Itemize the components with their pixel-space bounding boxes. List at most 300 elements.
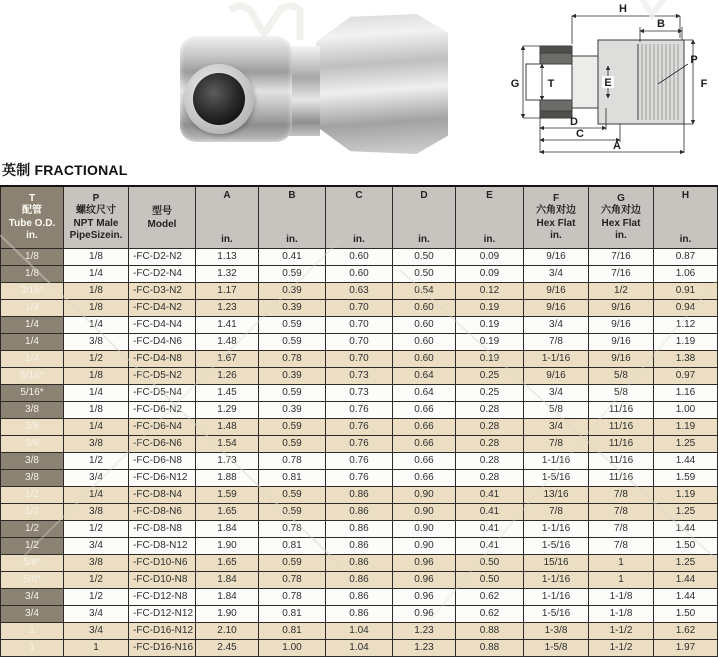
dimension-cell: 1.25	[654, 555, 718, 572]
product-photo	[168, 2, 460, 154]
dimension-cell: 1.97	[654, 640, 718, 657]
dimension-cell: 1/8	[64, 402, 129, 419]
dimension-cell: 0.81	[259, 538, 326, 555]
dimension-cell: 3/4	[524, 266, 589, 283]
model-cell: -FC-D8-N6	[129, 504, 196, 521]
model-cell: -FC-D12-N12	[129, 606, 196, 623]
dimension-cell: 0.09	[456, 249, 524, 266]
dimension-cell: 1-1/2	[589, 623, 654, 640]
dimension-cell: 0.50	[393, 249, 456, 266]
dimension-cell: 1.54	[196, 436, 259, 453]
dimension-cell: 3/8	[64, 504, 129, 521]
dimension-cell: 1.23	[393, 640, 456, 657]
model-cell: -FC-D2-N2	[129, 249, 196, 266]
fitting-neck	[288, 46, 320, 136]
dimension-cell: 0.70	[326, 334, 393, 351]
dimension-cell: 1.16	[654, 385, 718, 402]
dimension-cell: 9/16	[524, 368, 589, 385]
dimension-cell: 1.59	[196, 487, 259, 504]
dimension-cell: 3/4	[64, 470, 129, 487]
dimension-cell: 0.60	[393, 351, 456, 368]
tube-od-cell: 3/4	[1, 606, 64, 623]
table-row	[1, 487, 718, 504]
dimension-cell: 1/4	[64, 317, 129, 334]
dimension-cell: 0.97	[654, 368, 718, 385]
model-cell: -FC-D4-N4	[129, 317, 196, 334]
dimension-cell: 1.73	[196, 453, 259, 470]
dimension-cell: 0.28	[456, 453, 524, 470]
spec-table-wrap	[0, 185, 717, 657]
header-row	[1, 186, 718, 249]
table-row	[1, 283, 718, 300]
dimension-cell: 1.13	[196, 249, 259, 266]
dimension-cell: 0.60	[326, 249, 393, 266]
dimension-cell: 0.86	[326, 572, 393, 589]
dimension-cell: 0.81	[259, 623, 326, 640]
table-row	[1, 300, 718, 317]
dimension-cell: 9/16	[589, 317, 654, 334]
dimension-cell: 1.19	[654, 334, 718, 351]
dimension-cell: 0.86	[326, 487, 393, 504]
table-row	[1, 351, 718, 368]
dimension-cell: 0.78	[259, 351, 326, 368]
dimension-cell: 0.62	[456, 606, 524, 623]
dimension-cell: 1.65	[196, 504, 259, 521]
tube-od-cell: 1	[1, 640, 64, 657]
table-row	[1, 317, 718, 334]
dimension-cell: 0.66	[393, 436, 456, 453]
dimension-cell: 0.28	[456, 402, 524, 419]
dimension-cell: 0.78	[259, 589, 326, 606]
table-body	[1, 249, 718, 657]
column-header-E: E in.	[456, 186, 524, 249]
dimension-cell: 3/8	[64, 555, 129, 572]
tube-od-cell: 1/2	[1, 538, 64, 555]
model-cell: -FC-D6-N4	[129, 419, 196, 436]
dimension-cell: 1	[589, 572, 654, 589]
dimension-cell: 1.44	[654, 453, 718, 470]
tube-od-cell: 3/16*	[1, 283, 64, 300]
dimension-cell: 0.19	[456, 300, 524, 317]
dimension-cell: 0.59	[259, 555, 326, 572]
dimension-cell: 9/16	[589, 334, 654, 351]
table-row	[1, 640, 718, 657]
dimension-cell: 1.90	[196, 538, 259, 555]
dimension-cell: 5/8	[589, 368, 654, 385]
dimension-cell: 0.19	[456, 334, 524, 351]
dimension-cell: 1.00	[259, 640, 326, 657]
dimension-cell: 0.41	[259, 249, 326, 266]
dimension-cell: 0.41	[456, 538, 524, 555]
tube-od-cell: 1	[1, 623, 64, 640]
dimension-cell: 0.60	[393, 300, 456, 317]
dimension-cell: 1.48	[196, 334, 259, 351]
model-cell: -FC-D3-N2	[129, 283, 196, 300]
dimension-cell: 0.28	[456, 436, 524, 453]
dimension-cell: 3/4	[524, 385, 589, 402]
dimension-cell: 0.28	[456, 419, 524, 436]
dimension-cell: 0.86	[326, 555, 393, 572]
dimension-cell: 1.04	[326, 623, 393, 640]
dimension-cell: 1/8	[64, 300, 129, 317]
fitting-nut	[180, 36, 292, 142]
dimension-cell: 1.48	[196, 419, 259, 436]
dimension-cell: 1.50	[654, 606, 718, 623]
model-cell: -FC-D16-N12	[129, 623, 196, 640]
dimension-cell: 1.59	[654, 470, 718, 487]
tube-od-cell: 1/8	[1, 249, 64, 266]
table-row	[1, 623, 718, 640]
dimension-cell: 7/8	[524, 436, 589, 453]
dimension-cell: 1	[589, 555, 654, 572]
tube-od-cell: 1/4	[1, 317, 64, 334]
dimension-cell: 1/8	[64, 368, 129, 385]
dimension-cell: 0.50	[393, 266, 456, 283]
column-header-B: B in.	[259, 186, 326, 249]
dim-label-P: P	[690, 54, 698, 66]
dimension-cell: 0.41	[456, 504, 524, 521]
dimension-cell: 0.76	[326, 436, 393, 453]
column-header-C: C in.	[326, 186, 393, 249]
dimension-cell: 1.23	[196, 300, 259, 317]
tube-od-cell: 1/4	[1, 334, 64, 351]
dimension-cell: 1/2	[589, 283, 654, 300]
dimension-cell: 1.17	[196, 283, 259, 300]
model-cell: -FC-D6-N8	[129, 453, 196, 470]
dimension-cell: 1-5/8	[524, 640, 589, 657]
model-cell: -FC-D4-N8	[129, 351, 196, 368]
model-cell: -FC-D8-N8	[129, 521, 196, 538]
dimension-cell: 3/4	[64, 623, 129, 640]
dim-label-E: E	[604, 77, 612, 89]
dimension-cell: 0.66	[393, 419, 456, 436]
dimension-cell: 1-1/16	[524, 351, 589, 368]
dimension-cell: 1.06	[654, 266, 718, 283]
column-header-D: D in.	[393, 186, 456, 249]
dimension-cell: 0.64	[393, 368, 456, 385]
model-cell: -FC-D8-N4	[129, 487, 196, 504]
section-title: 英制 FRACTIONAL	[2, 162, 128, 178]
model-cell: -FC-D6-N6	[129, 436, 196, 453]
dimension-cell: 1/4	[64, 266, 129, 283]
spec-table	[0, 185, 718, 657]
dimension-cell: 0.50	[456, 572, 524, 589]
dimension-cell: 1.88	[196, 470, 259, 487]
dimension-cell: 0.39	[259, 368, 326, 385]
fitting-hex-body	[316, 14, 448, 154]
dimension-cell: 0.66	[393, 402, 456, 419]
dimension-cell: 0.86	[326, 521, 393, 538]
dimension-cell: 11/16	[589, 419, 654, 436]
model-cell: -FC-D5-N2	[129, 368, 196, 385]
model-cell: -FC-D4-N6	[129, 334, 196, 351]
dimension-cell: 0.63	[326, 283, 393, 300]
dimension-cell: 1-5/16	[524, 606, 589, 623]
dimension-cell: 0.96	[393, 589, 456, 606]
dimension-cell: 0.91	[654, 283, 718, 300]
dimension-cell: 3/8	[64, 436, 129, 453]
dimension-cell: 1.25	[654, 436, 718, 453]
dim-label-H: H	[619, 3, 627, 15]
dimension-cell: 1/8	[64, 249, 129, 266]
dimension-cell: 0.54	[393, 283, 456, 300]
dimension-cell: 0.59	[259, 385, 326, 402]
column-header-F-hex-flat: F 六角对边 Hex Flat in.	[524, 186, 589, 249]
dimension-cell: 0.39	[259, 402, 326, 419]
dimension-cell: 15/16	[524, 555, 589, 572]
dimension-cell: 1.90	[196, 606, 259, 623]
dimension-cell: 0.76	[326, 453, 393, 470]
table-row	[1, 334, 718, 351]
column-header-tube-od: T 配管 Tube O.D. in.	[1, 186, 64, 249]
table-row	[1, 470, 718, 487]
tube-od-cell: 1/4	[1, 300, 64, 317]
dimension-cell: 1.45	[196, 385, 259, 402]
table-row	[1, 572, 718, 589]
tube-od-cell: 1/4	[1, 351, 64, 368]
dimension-cell: 1-3/8	[524, 623, 589, 640]
tube-od-cell: 3/8	[1, 402, 64, 419]
dim-label-B: B	[657, 18, 665, 30]
dimension-cell: 11/16	[589, 470, 654, 487]
dimension-cell: 1.19	[654, 487, 718, 504]
dimension-cell: 0.59	[259, 487, 326, 504]
dimension-cell: 0.09	[456, 266, 524, 283]
dimension-cell: 0.96	[393, 572, 456, 589]
tube-od-cell: 1/2	[1, 487, 64, 504]
dimension-cell: 11/16	[589, 436, 654, 453]
dimension-cell: 1/2	[64, 589, 129, 606]
tube-od-cell: 5/8*	[1, 572, 64, 589]
dimension-cell: 11/16	[589, 453, 654, 470]
dimension-cell: 1/2	[64, 521, 129, 538]
table-row	[1, 453, 718, 470]
dimension-cell: 1.32	[196, 266, 259, 283]
dimension-cell: 0.76	[326, 419, 393, 436]
dimension-cell: 1-5/16	[524, 470, 589, 487]
dimension-cell: 0.59	[259, 334, 326, 351]
dimension-cell: 2.45	[196, 640, 259, 657]
dimension-cell: 1-1/2	[589, 640, 654, 657]
table-row	[1, 385, 718, 402]
dim-label-C: C	[576, 128, 584, 140]
dimension-cell: 1.41	[196, 317, 259, 334]
dimension-cell: 2.10	[196, 623, 259, 640]
dimension-cell: 0.90	[393, 487, 456, 504]
dimension-cell: 0.86	[326, 606, 393, 623]
dimension-cell: 0.87	[654, 249, 718, 266]
column-header-A: A in.	[196, 186, 259, 249]
table-row	[1, 419, 718, 436]
dimension-diagram	[490, 0, 717, 160]
tube-od-cell: 3/4	[1, 589, 64, 606]
dimension-cell: 0.19	[456, 351, 524, 368]
dimension-cell: 1.00	[654, 402, 718, 419]
dimension-cell: 0.81	[259, 606, 326, 623]
dimension-cell: 1.04	[326, 640, 393, 657]
dimension-cell: 0.59	[259, 504, 326, 521]
dimension-cell: 0.60	[393, 317, 456, 334]
dim-label-F: F	[700, 78, 708, 90]
dimension-cell: 1.65	[196, 555, 259, 572]
tube-od-cell: 5/16*	[1, 385, 64, 402]
table-row	[1, 538, 718, 555]
dimension-cell: 9/16	[524, 249, 589, 266]
dimension-cell: 0.88	[456, 640, 524, 657]
tube-od-cell: 1/2	[1, 521, 64, 538]
dimension-cell: 0.60	[393, 334, 456, 351]
model-cell: -FC-D2-N4	[129, 266, 196, 283]
dimension-cell: 1-1/16	[524, 572, 589, 589]
tube-od-cell: 1/2	[1, 504, 64, 521]
dim-label-D: D	[570, 116, 578, 128]
dimension-cell: 1-1/16	[524, 521, 589, 538]
dimension-cell: 0.96	[393, 606, 456, 623]
dimension-cell: 0.76	[326, 402, 393, 419]
dimension-cell: 1.62	[654, 623, 718, 640]
dimension-cell: 3/4	[64, 538, 129, 555]
dimension-cell: 1/8	[64, 283, 129, 300]
dimension-cell: 1.44	[654, 521, 718, 538]
model-cell: -FC-D16-N16	[129, 640, 196, 657]
dimension-cell: 1/4	[64, 419, 129, 436]
dim-label-G: G	[510, 78, 520, 90]
model-cell: -FC-D10-N6	[129, 555, 196, 572]
dimension-cell: 0.70	[326, 317, 393, 334]
dimension-cell: 1.12	[654, 317, 718, 334]
dimension-cell: 5/8	[589, 385, 654, 402]
dimension-cell: 0.59	[259, 266, 326, 283]
tube-od-cell: 3/8	[1, 453, 64, 470]
dimension-cell: 3/4	[524, 317, 589, 334]
tube-od-cell: 5/16*	[1, 368, 64, 385]
tube-bore-ring	[184, 64, 254, 134]
table-row	[1, 555, 718, 572]
model-cell: -FC-D6-N12	[129, 470, 196, 487]
dimension-cell: 0.41	[456, 487, 524, 504]
dimension-cell: 1-1/8	[589, 589, 654, 606]
dimension-cell: 3/8	[64, 334, 129, 351]
dimension-cell: 7/16	[589, 249, 654, 266]
dimension-cell: 0.66	[393, 453, 456, 470]
dim-label-A: A	[613, 140, 621, 152]
dimension-cell: 7/8	[524, 334, 589, 351]
dimension-cell: 7/8	[524, 504, 589, 521]
dimension-cell: 1.84	[196, 589, 259, 606]
dimension-cell: 7/8	[589, 521, 654, 538]
dimension-cell: 1.25	[654, 504, 718, 521]
dimension-cell: 3/4	[524, 419, 589, 436]
dimension-cell: 0.90	[393, 504, 456, 521]
column-header-G-hex-flat: G 六角对边 Hex Flat in.	[589, 186, 654, 249]
dimension-cell: 13/16	[524, 487, 589, 504]
model-cell: -FC-D10-N8	[129, 572, 196, 589]
table-row	[1, 521, 718, 538]
dimension-cell: 1/4	[64, 487, 129, 504]
dimension-cell: 0.66	[393, 470, 456, 487]
dimension-cell: 0.59	[259, 317, 326, 334]
dimension-cell: 1/2	[64, 351, 129, 368]
dimension-cell: 0.59	[259, 419, 326, 436]
model-cell: -FC-D8-N12	[129, 538, 196, 555]
dimension-cell: 0.90	[393, 538, 456, 555]
dimension-cell: 0.73	[326, 385, 393, 402]
tube-bore-hole	[193, 73, 245, 125]
dimension-cell: 0.59	[259, 436, 326, 453]
dimension-cell: 0.78	[259, 453, 326, 470]
dimension-cell: 0.86	[326, 538, 393, 555]
dimension-cell: 1-5/16	[524, 538, 589, 555]
column-header-H: H in.	[654, 186, 718, 249]
dimension-cell: 1.44	[654, 589, 718, 606]
dimension-cell: 0.90	[393, 521, 456, 538]
tube-od-cell: 3/8	[1, 436, 64, 453]
dimension-cell: 1.44	[654, 572, 718, 589]
dimension-cell: 0.50	[456, 555, 524, 572]
dimension-cell: 0.41	[456, 521, 524, 538]
dimension-cell: 9/16	[589, 351, 654, 368]
dimension-cell: 7/8	[589, 487, 654, 504]
dimension-cell: 0.39	[259, 283, 326, 300]
model-cell: -FC-D12-N8	[129, 589, 196, 606]
dimension-cell: 1.26	[196, 368, 259, 385]
dimension-cell: 0.70	[326, 351, 393, 368]
dimension-cell: 1.38	[654, 351, 718, 368]
dimension-cell: 1	[64, 640, 129, 657]
tube-od-cell: 3/8	[1, 470, 64, 487]
dimension-cell: 0.62	[456, 589, 524, 606]
column-header-npt: P 螺纹尺寸 NPT Male PipeSizein.	[64, 186, 129, 249]
dimension-cell: 1/4	[64, 385, 129, 402]
dimension-cell: 0.86	[326, 504, 393, 521]
table-row	[1, 606, 718, 623]
dimension-cell: 1-1/16	[524, 453, 589, 470]
dimension-cell: 0.73	[326, 368, 393, 385]
dimension-cell: 0.78	[259, 572, 326, 589]
dimension-cell: 1/2	[64, 453, 129, 470]
dimension-cell: 1.19	[654, 419, 718, 436]
dim-label-T: T	[547, 78, 555, 90]
dimension-cell: 0.94	[654, 300, 718, 317]
dimension-cell: 0.25	[456, 385, 524, 402]
table-row	[1, 504, 718, 521]
dimension-cell: 1.50	[654, 538, 718, 555]
dimension-cell: 0.28	[456, 470, 524, 487]
dimension-cell: 7/8	[589, 504, 654, 521]
dimension-cell: 1.29	[196, 402, 259, 419]
dimension-cell: 0.25	[456, 368, 524, 385]
dimension-cell: 1-1/8	[589, 606, 654, 623]
dimension-cell: 1-1/16	[524, 589, 589, 606]
dimension-cell: 11/16	[589, 402, 654, 419]
dimension-cell: 0.60	[326, 266, 393, 283]
tube-od-cell: 3/8	[1, 419, 64, 436]
dimension-cell: 3/4	[64, 606, 129, 623]
dimension-cell: 7/8	[589, 538, 654, 555]
dimension-cell: 5/8	[524, 402, 589, 419]
dimension-cell: 0.78	[259, 521, 326, 538]
dimension-cell: 0.96	[393, 555, 456, 572]
dimension-cell: 0.39	[259, 300, 326, 317]
dimension-cell: 0.70	[326, 300, 393, 317]
dimension-cell: 1/2	[64, 572, 129, 589]
dimension-cell: 0.12	[456, 283, 524, 300]
table-row	[1, 436, 718, 453]
dimension-cell: 7/16	[589, 266, 654, 283]
tube-od-cell: 1/8	[1, 266, 64, 283]
dimension-cell: 0.88	[456, 623, 524, 640]
dimension-cell: 9/16	[524, 283, 589, 300]
